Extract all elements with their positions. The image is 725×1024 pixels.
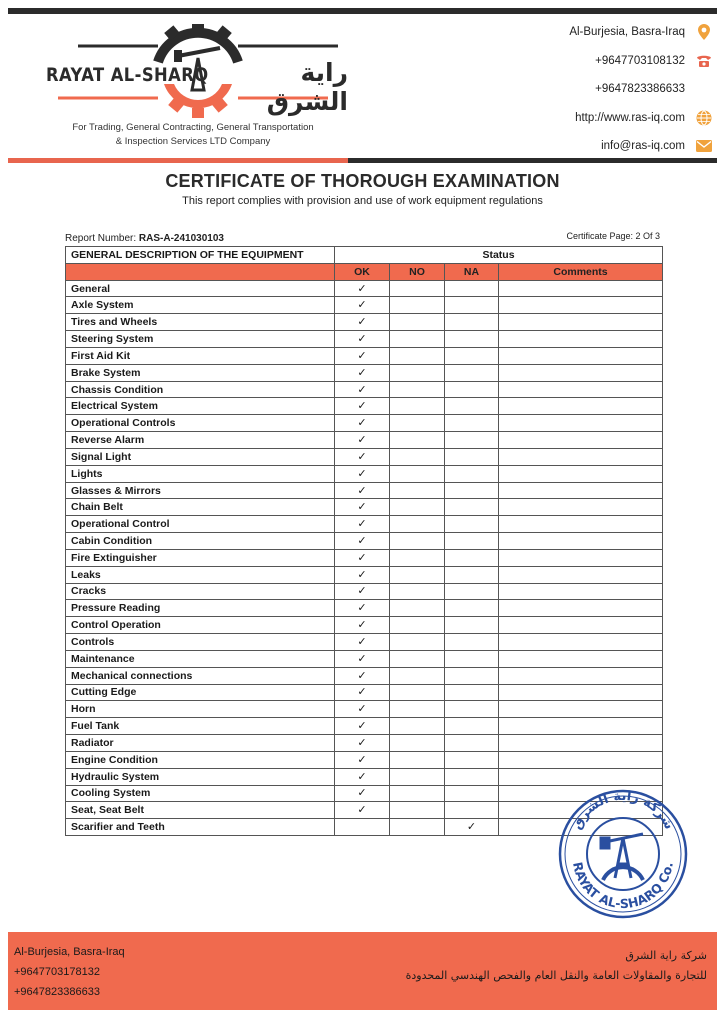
table-row bbox=[66, 465, 663, 482]
examination-table bbox=[65, 246, 663, 836]
check-mark-icon: ✓ bbox=[357, 349, 367, 362]
check-mark-icon: ✓ bbox=[357, 568, 367, 581]
status-cell-no bbox=[390, 533, 445, 550]
table-row bbox=[66, 516, 663, 533]
comments-cell bbox=[499, 751, 663, 768]
status-cell-ok bbox=[335, 516, 390, 533]
status-cell-no bbox=[390, 617, 445, 634]
equipment-item-label: Fire Extinguisher bbox=[66, 549, 335, 566]
status-cell-na bbox=[445, 381, 499, 398]
column-na: NA bbox=[445, 263, 499, 280]
table-row bbox=[66, 482, 663, 499]
mail-icon bbox=[695, 137, 713, 155]
status-cell-no bbox=[390, 364, 445, 381]
status-cell-ok bbox=[335, 566, 390, 583]
comments-cell bbox=[499, 650, 663, 667]
status-cell-ok bbox=[335, 398, 390, 415]
equipment-item-label: Fuel Tank bbox=[66, 718, 335, 735]
status-cell-ok bbox=[335, 617, 390, 634]
check-mark-icon: ✓ bbox=[357, 434, 367, 447]
status-cell-na bbox=[445, 583, 499, 600]
status-cell-na bbox=[445, 634, 499, 651]
status-cell-no bbox=[390, 735, 445, 752]
status-cell-no bbox=[390, 634, 445, 651]
status-cell-no bbox=[390, 549, 445, 566]
report-number-value: RAS-A-241030103 bbox=[138, 233, 224, 244]
equipment-item-label: Mechanical connections bbox=[66, 667, 335, 684]
contact-address-text: Al-Burjesia, Basra-Iraq bbox=[569, 26, 685, 39]
check-mark-icon: ✓ bbox=[357, 635, 367, 648]
comments-cell bbox=[499, 735, 663, 752]
footer-arabic bbox=[406, 946, 707, 986]
status-cell-no bbox=[390, 600, 445, 617]
status-cell-no bbox=[390, 802, 445, 819]
comments-cell bbox=[499, 549, 663, 566]
check-mark-icon: ✓ bbox=[466, 821, 477, 834]
check-mark-icon: ✓ bbox=[357, 770, 367, 783]
status-cell-ok bbox=[335, 331, 390, 348]
status-cell-ok bbox=[335, 735, 390, 752]
status-cell-ok bbox=[335, 667, 390, 684]
certificate-subtitle: This report complies with provision and use of work equipment regulations bbox=[182, 195, 543, 207]
logo-tagline bbox=[38, 121, 348, 149]
table-row bbox=[66, 718, 663, 735]
comments-cell bbox=[499, 347, 663, 364]
status-cell-no bbox=[390, 432, 445, 449]
check-mark-icon: ✓ bbox=[357, 299, 367, 312]
table-row bbox=[66, 347, 663, 364]
comments-cell bbox=[499, 381, 663, 398]
equipment-item-label: Radiator bbox=[66, 735, 335, 752]
status-cell-na bbox=[445, 650, 499, 667]
comments-cell bbox=[499, 701, 663, 718]
comments-cell bbox=[499, 331, 663, 348]
status-cell-na bbox=[445, 533, 499, 550]
table-row bbox=[66, 617, 663, 634]
tagline-line1: For Trading, General Contracting, General Transportation bbox=[72, 122, 314, 133]
status-cell-na bbox=[445, 432, 499, 449]
equipment-item-label: Controls bbox=[66, 634, 335, 651]
status-cell-na bbox=[445, 347, 499, 364]
comments-cell bbox=[499, 533, 663, 550]
contact-website[interactable] bbox=[483, 104, 713, 133]
status-cell-ok bbox=[335, 768, 390, 785]
table-row bbox=[66, 684, 663, 701]
check-mark-icon: ✓ bbox=[357, 282, 367, 295]
comments-cell bbox=[499, 448, 663, 465]
status-cell-na bbox=[445, 448, 499, 465]
header-description: GENERAL DESCRIPTION OF THE EQUIPMENT bbox=[66, 247, 335, 264]
status-cell-na bbox=[445, 482, 499, 499]
equipment-item-label: Lights bbox=[66, 465, 335, 482]
check-mark-icon: ✓ bbox=[357, 669, 367, 682]
status-cell-na bbox=[445, 600, 499, 617]
status-cell-no bbox=[390, 381, 445, 398]
equipment-item-label: Seat, Seat Belt bbox=[66, 802, 335, 819]
comments-cell bbox=[499, 465, 663, 482]
check-mark-icon: ✓ bbox=[357, 316, 367, 329]
status-cell-no bbox=[390, 819, 445, 836]
status-cell-no bbox=[390, 398, 445, 415]
status-cell-na bbox=[445, 735, 499, 752]
check-mark-icon: ✓ bbox=[357, 417, 367, 430]
svg-text:شركة راية الشرق bbox=[570, 789, 677, 832]
comments-cell bbox=[499, 600, 663, 617]
certificate-page: Certificate Page: 2 Of 3 bbox=[566, 231, 660, 241]
comments-cell bbox=[499, 516, 663, 533]
comments-cell bbox=[499, 499, 663, 516]
check-mark-icon: ✓ bbox=[357, 602, 367, 615]
status-cell-no bbox=[390, 465, 445, 482]
status-cell-na bbox=[445, 499, 499, 516]
equipment-item-label: Cracks bbox=[66, 583, 335, 600]
equipment-item-label: Chain Belt bbox=[66, 499, 335, 516]
status-cell-no bbox=[390, 482, 445, 499]
status-cell-no bbox=[390, 347, 445, 364]
header-rule-accent bbox=[8, 158, 348, 163]
table-row bbox=[66, 735, 663, 752]
status-cell-ok bbox=[335, 347, 390, 364]
equipment-item-label: Chassis Condition bbox=[66, 381, 335, 398]
stamp-derrick-icon bbox=[601, 834, 643, 880]
status-cell-no bbox=[390, 280, 445, 297]
status-cell-na bbox=[445, 718, 499, 735]
comments-cell bbox=[499, 280, 663, 297]
equipment-item-label: First Aid Kit bbox=[66, 347, 335, 364]
comments-cell bbox=[499, 684, 663, 701]
check-mark-icon: ✓ bbox=[357, 383, 367, 396]
status-cell-ok bbox=[335, 415, 390, 432]
status-cell-ok bbox=[335, 785, 390, 802]
check-mark-icon: ✓ bbox=[357, 467, 367, 480]
equipment-item-label: Signal Light bbox=[66, 448, 335, 465]
equipment-item-label: Maintenance bbox=[66, 650, 335, 667]
check-mark-icon: ✓ bbox=[357, 804, 367, 817]
check-mark-icon: ✓ bbox=[357, 585, 367, 598]
logo-arabic-text: راية الشرق bbox=[266, 58, 348, 116]
comments-cell bbox=[499, 364, 663, 381]
check-mark-icon: ✓ bbox=[357, 787, 367, 800]
table-row bbox=[66, 432, 663, 449]
status-cell-ok bbox=[335, 314, 390, 331]
status-cell-na bbox=[445, 331, 499, 348]
status-cell-na bbox=[445, 751, 499, 768]
status-cell-no bbox=[390, 785, 445, 802]
equipment-item-label: Reverse Alarm bbox=[66, 432, 335, 449]
check-mark-icon: ✓ bbox=[357, 450, 367, 463]
status-cell-ok bbox=[335, 684, 390, 701]
status-cell-na bbox=[445, 617, 499, 634]
footer-company-arabic: شركة راية الشرق bbox=[625, 949, 707, 962]
equipment-item-label: Scarifier and Teeth bbox=[66, 819, 335, 836]
status-cell-ok bbox=[335, 600, 390, 617]
status-cell-no bbox=[390, 751, 445, 768]
phone-icon bbox=[695, 52, 713, 70]
status-cell-ok bbox=[335, 448, 390, 465]
table-row bbox=[66, 381, 663, 398]
subheader-blank bbox=[66, 263, 335, 280]
equipment-item-label: Brake System bbox=[66, 364, 335, 381]
status-cell-ok bbox=[335, 634, 390, 651]
comments-cell bbox=[499, 583, 663, 600]
table-row bbox=[66, 600, 663, 617]
equipment-item-label: Cabin Condition bbox=[66, 533, 335, 550]
table-row bbox=[66, 448, 663, 465]
table-row bbox=[66, 364, 663, 381]
status-cell-na bbox=[445, 549, 499, 566]
equipment-item-label: Engine Condition bbox=[66, 751, 335, 768]
status-cell-ok bbox=[335, 499, 390, 516]
table-row bbox=[66, 650, 663, 667]
check-mark-icon: ✓ bbox=[357, 333, 367, 346]
table-row bbox=[66, 768, 663, 785]
status-cell-na bbox=[445, 364, 499, 381]
check-mark-icon: ✓ bbox=[357, 484, 367, 497]
contact-email-text[interactable]: info@ras-iq.com bbox=[601, 140, 685, 153]
check-mark-icon: ✓ bbox=[357, 652, 367, 665]
table-row bbox=[66, 398, 663, 415]
table-row bbox=[66, 549, 663, 566]
header-contacts bbox=[483, 18, 713, 161]
table-row bbox=[66, 297, 663, 314]
status-cell-ok bbox=[335, 650, 390, 667]
comments-cell bbox=[499, 415, 663, 432]
contact-phone2-text: +9647823386633 bbox=[595, 83, 685, 96]
comments-cell bbox=[499, 297, 663, 314]
check-mark-icon: ✓ bbox=[357, 720, 367, 733]
header-status: Status bbox=[335, 247, 663, 264]
status-cell-ok bbox=[335, 549, 390, 566]
table-row bbox=[66, 566, 663, 583]
certificate-title: CERTIFICATE OF THOROUGH EXAMINATION bbox=[165, 171, 560, 191]
equipment-item-label: Cutting Edge bbox=[66, 684, 335, 701]
check-mark-icon: ✓ bbox=[357, 400, 367, 413]
status-cell-no bbox=[390, 516, 445, 533]
stamp-arabic-text: شركة راية الشرق bbox=[569, 788, 677, 833]
comments-cell bbox=[499, 634, 663, 651]
status-cell-no bbox=[390, 331, 445, 348]
logo-english-text: RAYAT AL-SHARQ bbox=[46, 64, 209, 86]
contact-email[interactable] bbox=[483, 132, 713, 161]
status-cell-na bbox=[445, 398, 499, 415]
status-cell-no bbox=[390, 583, 445, 600]
equipment-item-label: Steering System bbox=[66, 331, 335, 348]
footer-phone1: +9647703178132 bbox=[14, 966, 100, 978]
contact-website-text[interactable]: http://www.ras-iq.com bbox=[575, 111, 685, 124]
check-mark-icon: ✓ bbox=[357, 518, 367, 531]
status-cell-ok bbox=[335, 432, 390, 449]
check-mark-icon: ✓ bbox=[357, 551, 367, 564]
tagline-line2: & Inspection Services LTD Company bbox=[115, 136, 271, 147]
comments-cell bbox=[499, 667, 663, 684]
equipment-item-label: Operational Control bbox=[66, 516, 335, 533]
check-mark-icon: ✓ bbox=[357, 501, 367, 514]
top-rule bbox=[8, 8, 717, 14]
equipment-item-label: Horn bbox=[66, 701, 335, 718]
check-mark-icon: ✓ bbox=[357, 534, 367, 547]
column-no: NO bbox=[390, 263, 445, 280]
check-mark-icon: ✓ bbox=[357, 753, 367, 766]
status-cell-no bbox=[390, 701, 445, 718]
status-cell-no bbox=[390, 499, 445, 516]
check-mark-icon: ✓ bbox=[357, 736, 367, 749]
table-row bbox=[66, 415, 663, 432]
table-row bbox=[66, 314, 663, 331]
footer-contact bbox=[14, 942, 125, 1002]
status-cell-na bbox=[445, 819, 499, 836]
equipment-item-label: Axle System bbox=[66, 297, 335, 314]
comments-cell bbox=[499, 314, 663, 331]
company-stamp bbox=[555, 788, 691, 920]
equipment-item-label: Electrical System bbox=[66, 398, 335, 415]
status-cell-na bbox=[445, 280, 499, 297]
table-row bbox=[66, 634, 663, 651]
table-row bbox=[66, 751, 663, 768]
footer-phone2: +9647823386633 bbox=[14, 986, 100, 998]
table-row bbox=[66, 533, 663, 550]
status-cell-na bbox=[445, 802, 499, 819]
status-cell-na bbox=[445, 768, 499, 785]
globe-icon bbox=[695, 109, 713, 127]
table-row bbox=[66, 701, 663, 718]
comments-cell bbox=[499, 482, 663, 499]
equipment-item-label: Pressure Reading bbox=[66, 600, 335, 617]
check-mark-icon: ✓ bbox=[357, 703, 367, 716]
status-cell-na bbox=[445, 415, 499, 432]
status-cell-na bbox=[445, 465, 499, 482]
equipment-item-label: Glasses & Mirrors bbox=[66, 482, 335, 499]
status-cell-na bbox=[445, 297, 499, 314]
status-cell-na bbox=[445, 667, 499, 684]
check-mark-icon: ✓ bbox=[357, 366, 367, 379]
status-cell-ok bbox=[335, 583, 390, 600]
footer-address: Al-Burjesia, Basra-Iraq bbox=[14, 946, 125, 958]
report-number-label: Report Number: bbox=[65, 233, 139, 244]
status-cell-ok bbox=[335, 482, 390, 499]
table-row bbox=[66, 499, 663, 516]
status-cell-na bbox=[445, 566, 499, 583]
check-mark-icon: ✓ bbox=[357, 619, 367, 632]
check-mark-icon: ✓ bbox=[357, 686, 367, 699]
status-cell-na bbox=[445, 516, 499, 533]
equipment-item-label: Leaks bbox=[66, 566, 335, 583]
footer-band bbox=[8, 932, 717, 1010]
status-cell-ok bbox=[335, 802, 390, 819]
comments-cell bbox=[499, 617, 663, 634]
status-cell-ok bbox=[335, 819, 390, 836]
equipment-item-label: Operational Controls bbox=[66, 415, 335, 432]
status-cell-ok bbox=[335, 381, 390, 398]
status-cell-no bbox=[390, 650, 445, 667]
equipment-item-label: Cooling System bbox=[66, 785, 335, 802]
status-cell-ok bbox=[335, 701, 390, 718]
status-cell-na bbox=[445, 701, 499, 718]
status-cell-no bbox=[390, 667, 445, 684]
column-ok: OK bbox=[335, 263, 390, 280]
comments-cell bbox=[499, 768, 663, 785]
status-cell-na bbox=[445, 785, 499, 802]
contact-address bbox=[483, 18, 713, 47]
equipment-item-label: Control Operation bbox=[66, 617, 335, 634]
status-cell-ok bbox=[335, 751, 390, 768]
table-subheader-row bbox=[66, 263, 663, 280]
status-cell-ok bbox=[335, 533, 390, 550]
table-row bbox=[66, 667, 663, 684]
status-cell-no bbox=[390, 415, 445, 432]
status-cell-no bbox=[390, 297, 445, 314]
equipment-item-label: Tires and Wheels bbox=[66, 314, 335, 331]
comments-cell bbox=[499, 566, 663, 583]
status-cell-na bbox=[445, 314, 499, 331]
status-cell-no bbox=[390, 566, 445, 583]
equipment-item-label: Hydraulic System bbox=[66, 768, 335, 785]
status-cell-no bbox=[390, 448, 445, 465]
table-row bbox=[66, 280, 663, 297]
comments-cell bbox=[499, 398, 663, 415]
column-comments: Comments bbox=[499, 263, 663, 280]
status-cell-na bbox=[445, 684, 499, 701]
footer-description-arabic: للتجارة والمقاولات العامة والنقل العام والفحص الهندسي المحدودة bbox=[405, 969, 707, 982]
table-row bbox=[66, 583, 663, 600]
status-cell-no bbox=[390, 718, 445, 735]
location-icon bbox=[695, 23, 713, 41]
status-cell-ok bbox=[335, 280, 390, 297]
table-header-row bbox=[66, 247, 663, 264]
table-row bbox=[66, 331, 663, 348]
status-cell-no bbox=[390, 768, 445, 785]
stamp-text: RAYAT AL-SHARQ Co. bbox=[570, 860, 676, 912]
company-logo bbox=[38, 24, 348, 156]
contact-phone1-text: +9647703108132 bbox=[595, 54, 685, 67]
report-number bbox=[65, 233, 224, 244]
comments-cell bbox=[499, 432, 663, 449]
status-cell-ok bbox=[335, 465, 390, 482]
status-cell-no bbox=[390, 684, 445, 701]
status-cell-ok bbox=[335, 364, 390, 381]
status-cell-ok bbox=[335, 297, 390, 314]
status-cell-ok bbox=[335, 718, 390, 735]
equipment-item-label: General bbox=[66, 280, 335, 297]
contact-phone2 bbox=[483, 75, 713, 104]
status-cell-no bbox=[390, 314, 445, 331]
comments-cell bbox=[499, 718, 663, 735]
contact-phone1 bbox=[483, 47, 713, 76]
header-rule-dark bbox=[348, 158, 717, 163]
